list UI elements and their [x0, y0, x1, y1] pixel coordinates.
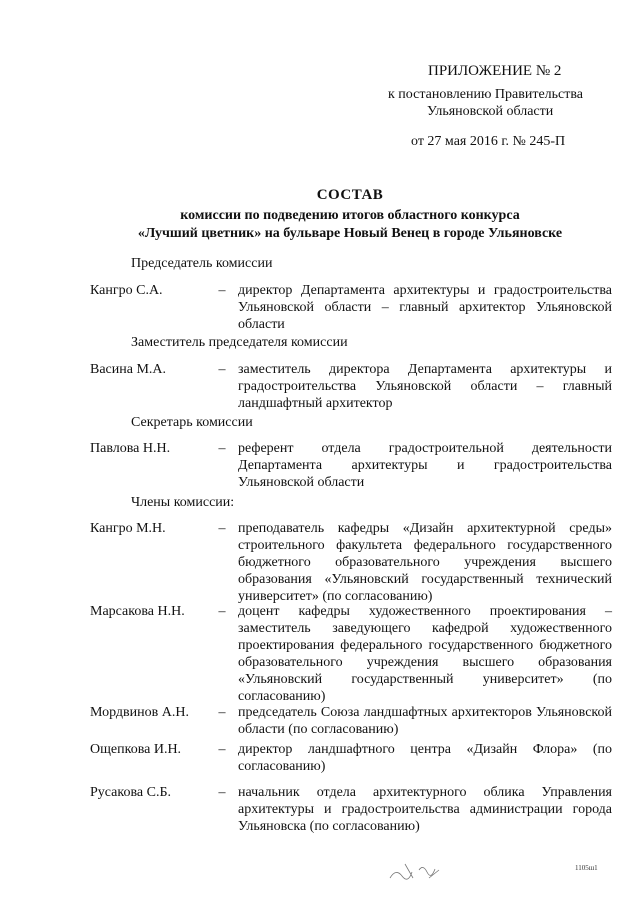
document-title: СОСТАВ [316, 187, 384, 203]
member-name: Кангро М.Н. [90, 521, 166, 536]
member-position: председатель Союза ландшафтных архитекторов Ульяновской области (по согласованию) [238, 705, 612, 737]
document-subtitle-line-1: комиссии по подведению итогов областного конкурса [180, 208, 520, 223]
dash-separator: – [218, 521, 226, 536]
dash-separator: – [218, 742, 226, 757]
member-position: доцент кафедры художественного проектирования – заместитель заведующего кафедрой художественного проектирования федерального государственного бюджетного образовательного учреждения высшего образования «Ульяновский государственный университет» (по согласованию) [238, 604, 612, 704]
appendix-date-line: от 27 мая 2016 г. № 245-П [411, 134, 566, 149]
section-chair: Председатель комиссии [131, 256, 273, 271]
document-title-block [90, 187, 610, 243]
dash-separator: – [218, 785, 226, 800]
appendix-region-line: Ульяновской области [427, 104, 554, 119]
section-secretary: Секретарь комиссии [131, 415, 253, 430]
appendix-title: ПРИЛОЖЕНИЕ № 2 [428, 63, 562, 79]
member-position: заместитель директора Департамента архитектуры и градостроительства Ульяновской области – главный ландшафтный архитектор [238, 362, 612, 411]
dash-separator: – [218, 283, 226, 298]
document-subtitle-line-2: «Лучший цветник» на бульваре Новый Венец в городе Ульяновске [137, 226, 563, 241]
member-name: Васина М.А. [90, 362, 167, 377]
dash-separator: – [218, 705, 226, 720]
dash-separator: – [218, 441, 226, 456]
member-position: преподаватель кафедры «Дизайн архитектурной среды» строительного факультета федерального государственного бюджетного образовательного учреждения высшего образования «Ульяновский государственный технический университет» (по согласованию) [238, 521, 612, 604]
member-name: Ощепкова И.Н. [90, 742, 182, 757]
handwritten-mark [385, 858, 455, 888]
dash-separator: – [218, 604, 226, 619]
member-position: референт отдела градостроительной деятельности Департамента архитектуры и градостроительства Ульяновской области [238, 441, 612, 490]
member-position: начальник отдела архитектурного облика Управления архитектуры и градостроительства администрации города Ульяновска (по согласованию) [238, 785, 612, 834]
member-position: директор Департамента архитектуры и градостроительства Ульяновской области – главный архитектор Ульяновской области [238, 283, 612, 332]
dash-separator: – [218, 362, 226, 377]
member-name: Кангро С.А. [90, 283, 163, 298]
member-name: Павлова Н.Н. [90, 441, 171, 456]
document-code-stamp: 1105ш1 [575, 864, 598, 872]
member-name: Марсакова Н.Н. [90, 604, 185, 619]
section-members: Члены комиссии: [131, 495, 235, 510]
member-position: директор ландшафтного центра «Дизайн Флора» (по согласованию) [238, 742, 612, 774]
section-deputy: Заместитель председателя комиссии [131, 335, 348, 350]
appendix-decree-line: к постановлению Правительства [388, 87, 584, 102]
member-name: Русакова С.Б. [90, 785, 171, 800]
member-name: Мордвинов А.Н. [90, 705, 189, 720]
